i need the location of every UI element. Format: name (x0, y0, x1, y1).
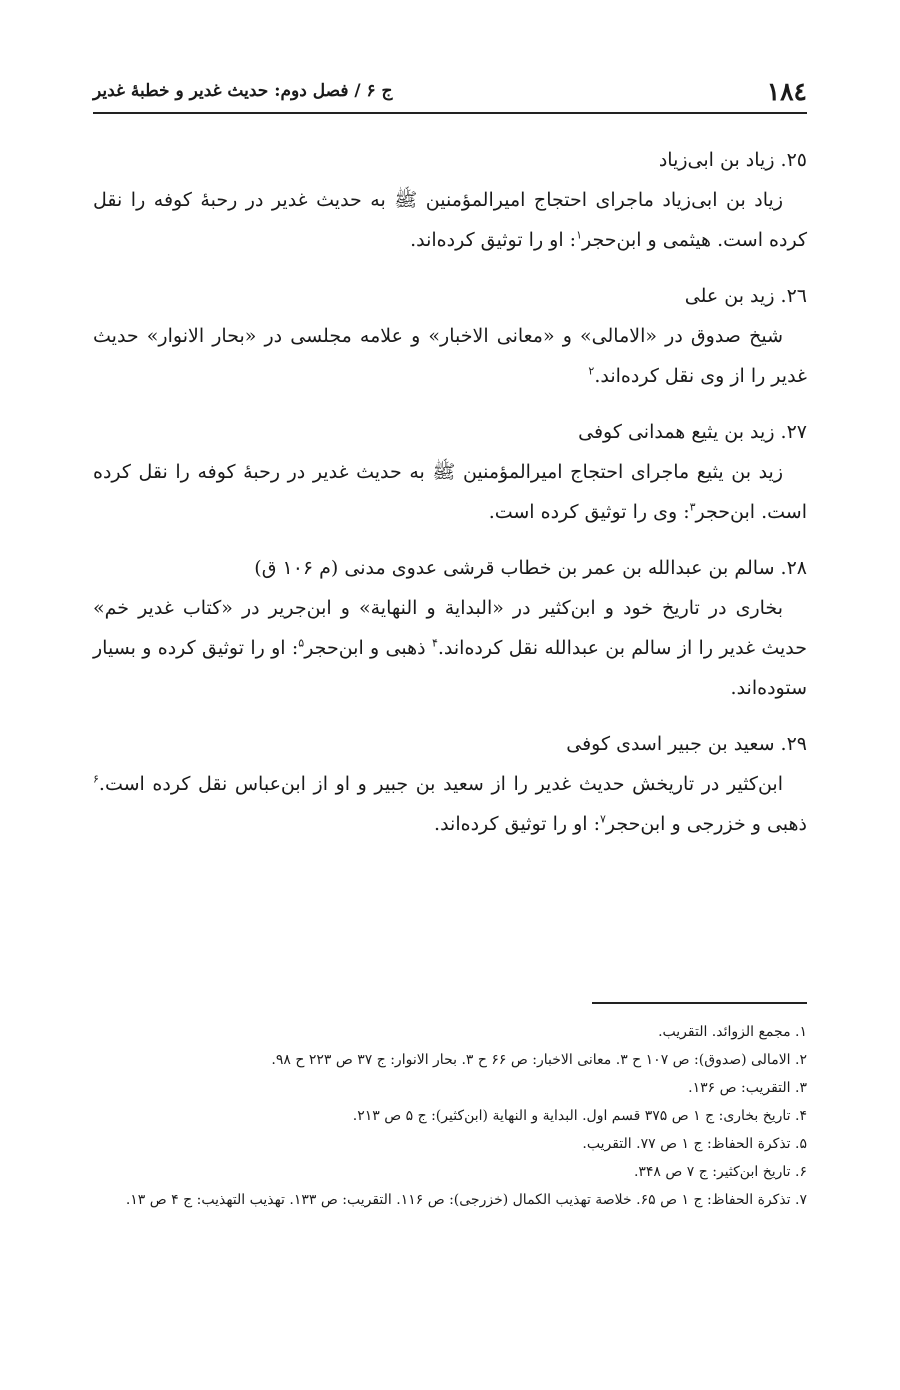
footnote-ref: ٣ (689, 500, 696, 514)
paragraph-text: زيد بن يثيع ماجراى احتجاج اميرالمؤمنين ﷺ به حديث غدير در رحبهٔ كوفه را نقل كرده است. ابن‌حجر (93, 461, 807, 523)
footnote-ref: ٧ (600, 812, 606, 826)
footnote-1: ١. مجمع الزوائد. التقريب. (658, 1024, 807, 1040)
section-title: ٢٦. زيد بن على (684, 285, 807, 307)
footnotes (93, 1018, 807, 1214)
paragraph-text: بخارى در تاريخ خود و ابن‌كثير در «البداية و النهاية» و ابن‌جرير در «كتاب غدير خم» حديث غدير را از سالم بن عبدالله نقل كرده‌اند. (93, 597, 807, 659)
footnote-5: ۵. تذكرة الحفاظ: ج ١ ص ٧٧. التقريب. (582, 1136, 807, 1152)
paragraph-text: : او را توثيق كرده‌اند. (434, 813, 600, 835)
section-paragraph (93, 452, 807, 532)
section-title: ٢٩. سعيد بن جبير اسدى كوفى (566, 733, 807, 755)
footnote-separator (592, 1002, 807, 1004)
section-28 (93, 548, 807, 708)
footnote-ref: ۴ (431, 636, 438, 650)
section-title: ٢٥. زياد بن ابى‌زياد (658, 149, 807, 171)
footnote-6: ۶. تاريخ ابن‌كثير: ج ٧ ص ٣۴٨. (633, 1164, 807, 1180)
section-paragraph (93, 180, 807, 260)
paragraph-text: ابن‌كثير در تاريخش حديث غدير را از سعيد بن جبير و او از ابن‌عباس نقل كرده است. (98, 773, 783, 795)
section-title: ٢٧. زيد بن يثيع همدانى كوفى (578, 421, 807, 443)
paragraph-text: : او را توثيق كرده‌اند. (410, 229, 577, 251)
paragraph-text: ذهبى و ابن‌حجر (304, 637, 432, 659)
section-paragraph (93, 588, 807, 708)
paragraph-text: : او را توثيق كرده و بسيار ستوده‌اند. (93, 637, 807, 699)
paragraph-text: شيخ صدوق در «الامالى» و «معانى الاخبار» و علامه مجلسى در «بحار الانوار» حديث غدير را از وى نقل كرده‌اند. (93, 325, 807, 387)
footnote-7: ٧. تذكرة الحفاظ: ج ١ ص ۶۵. خلاصة تهذيب الكمال (خزرجى): ص ١١۶. التقريب: ص ١٣٣. تهذيب التهذيب: ج ۴ ص ١٣. (125, 1192, 807, 1208)
main-text (93, 140, 807, 860)
paragraph-text: ذهبى و خزرجى و ابن‌حجر (605, 813, 807, 835)
section-25 (93, 140, 807, 260)
footnote-3: ٣. التقريب: ص ١٣۶. (688, 1080, 807, 1096)
paragraph-text: : وى را توثيق كرده است. (488, 501, 690, 523)
page-number: ١٨٤ (766, 76, 807, 106)
section-paragraph (93, 316, 807, 396)
footnote-ref: ۵ (298, 636, 305, 650)
section-26 (93, 276, 807, 396)
section-title: ٢٨. سالم بن عبدالله بن عمر بن خطاب قرشى عدوى مدنى (م ١٠۶ ق) (254, 557, 807, 579)
running-head: ج ۶ / فصل دوم: حديث غدير و خطبهٔ غدير (93, 81, 393, 101)
footnote-2: ٢. الامالى (صدوق): ص ١٠٧ ح ٣. معانى الاخبار: ص ۶۶ ح ٣. بحار الانوار: ج ٣٧ ص ٢٢٣ ح ٩٨. (271, 1052, 807, 1068)
footnote-ref: ١ (576, 228, 582, 242)
footnote-ref: ۶ (93, 772, 99, 786)
section-27 (93, 412, 807, 532)
section-paragraph (93, 764, 807, 844)
paragraph-text: زياد بن ابى‌زياد ماجراى احتجاج اميرالمؤمنين ﷺ به حديث غدير در رحبهٔ كوفه را نقل كرده است. هيثمى و ابن‌حجر (93, 189, 807, 251)
footnote-ref: ٢ (588, 364, 595, 378)
section-29 (93, 724, 807, 844)
footnote-4: ۴. تاريخ بخارى: ج ١ ص ٣٧۵ قسم اول. البداية و النهاية (ابن‌كثير): ج ۵ ص ٢١٣. (352, 1108, 807, 1124)
page-header (93, 70, 807, 114)
